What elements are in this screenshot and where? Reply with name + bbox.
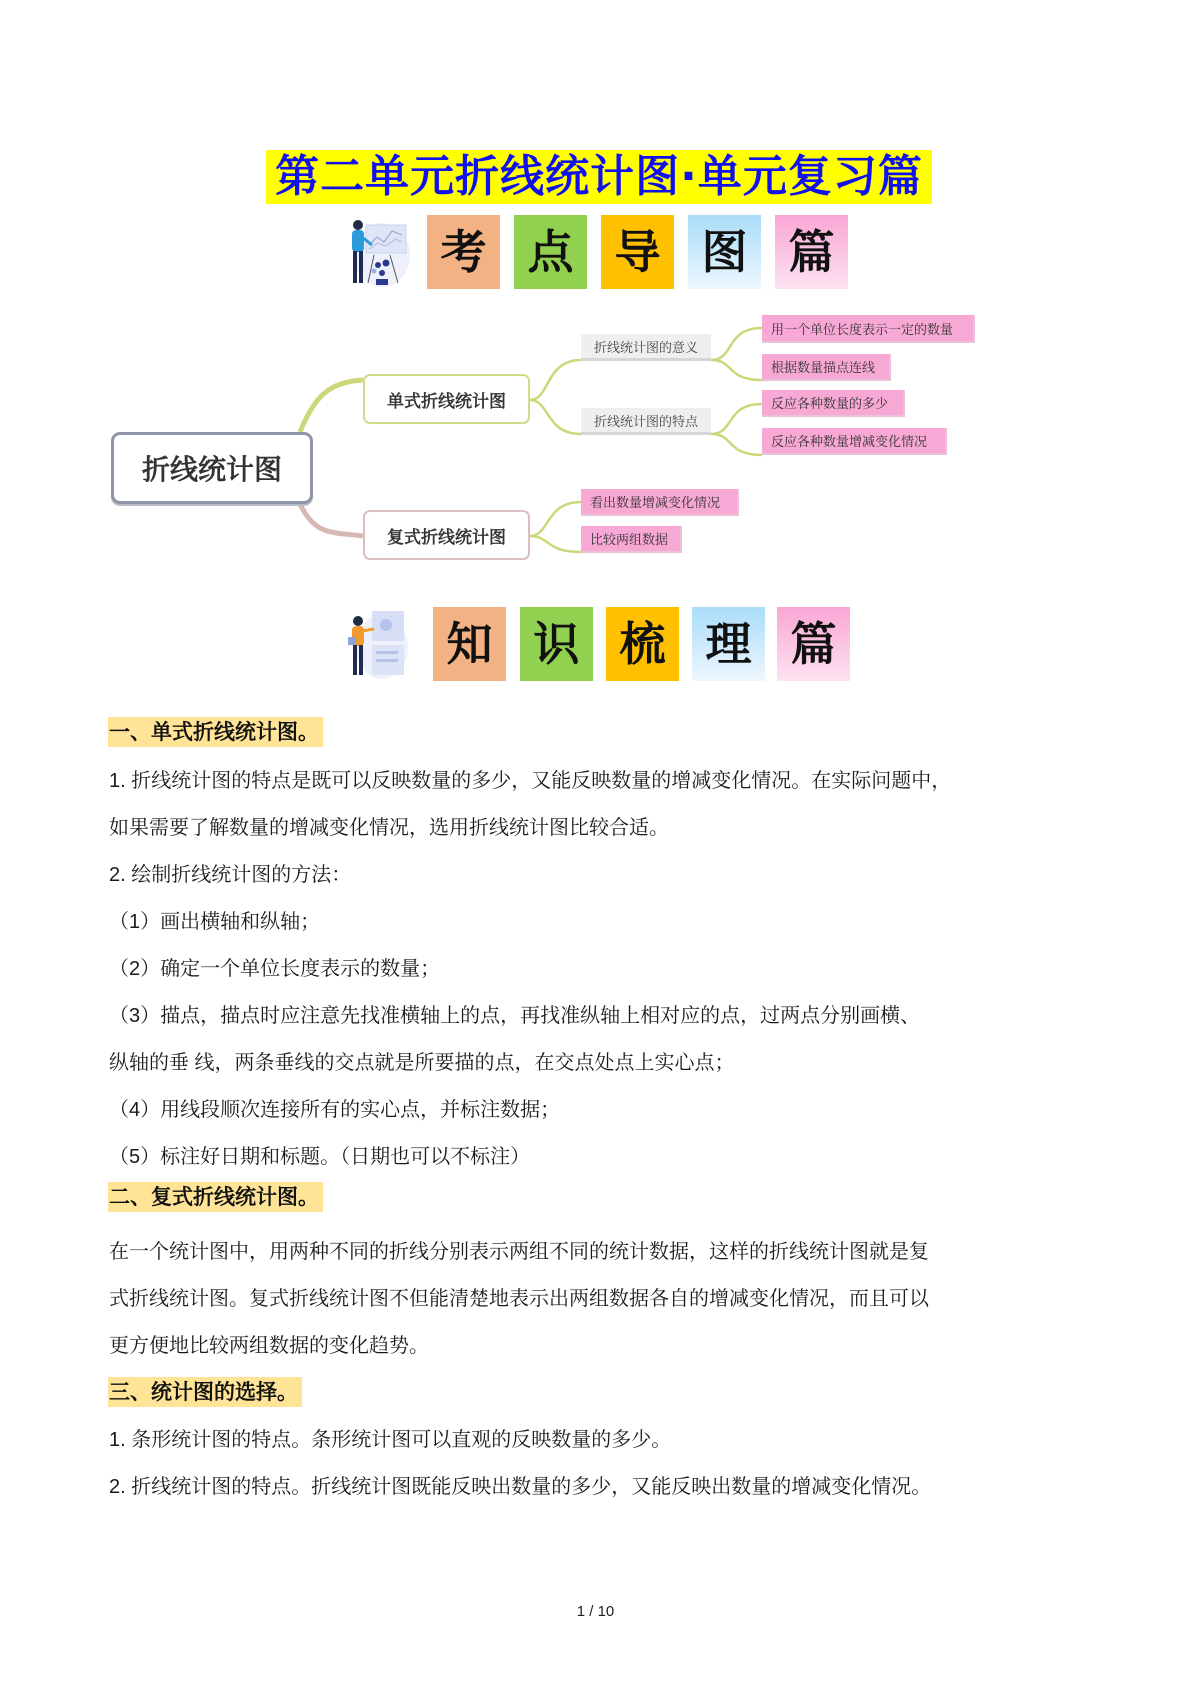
- banner-tile: 梳: [606, 607, 679, 681]
- body-line: 1. 条形统计图的特点。条形统计图可以直观的反映数量的多少。: [109, 1429, 672, 1451]
- page-title: 第二单元折线统计图·单元复习篇: [266, 150, 932, 204]
- mindmap-leaf: 反应各种数量的多少: [762, 390, 905, 417]
- mindmap-node-meaning: 折线统计图的意义: [581, 334, 711, 361]
- mindmap-root: 折线统计图: [111, 432, 313, 504]
- banner-tile: 篇: [777, 607, 850, 681]
- section-heading-chart-selection: 三、统计图的选择。: [108, 1377, 302, 1407]
- mindmap-branch-single-line: 单式折线统计图: [363, 374, 530, 424]
- mindmap-node-features: 折线统计图的特点: [581, 408, 711, 435]
- page-number: 1 / 10: [576, 1603, 615, 1620]
- banner-tile: 点: [514, 215, 587, 289]
- body-line: 2. 折线统计图的特点。折线统计图既能反映出数量的多少，又能反映出数量的增减变化情况。: [109, 1476, 932, 1498]
- body-line: 2. 绘制折线统计图的方法：: [109, 864, 352, 886]
- presenter-dashboard-illustration-icon: [344, 607, 410, 681]
- body-line: 1. 折线统计图的特点是既可以反映数量的多少，又能反映数量的增减变化情况。在实际问题中，: [109, 770, 952, 792]
- section-heading-single-line-chart: 一、单式折线统计图。: [108, 717, 323, 747]
- body-line: （5）标注好日期和标题。（日期也可以不标注）: [109, 1146, 531, 1168]
- body-line: 在一个统计图中，用两种不同的折线分别表示两组不同的统计数据，这样的折线统计图就是复: [109, 1241, 929, 1263]
- banner-tile: 考: [427, 215, 500, 289]
- mindmap-leaf: 反应各种数量增减变化情况: [762, 428, 947, 455]
- banner-tile: 识: [520, 607, 593, 681]
- mindmap-leaf: 根据数量描点连线: [762, 354, 891, 381]
- banner-tile: 知: [433, 607, 506, 681]
- body-line: （3）描点，描点时应注意先找准横轴上的点，再找准纵轴上相对应的点，过两点分别画横、: [109, 1005, 921, 1027]
- body-line: （2）确定一个单位长度表示的数量；: [109, 958, 441, 980]
- mindmap-leaf: 用一个单位长度表示一定的数量: [762, 315, 975, 343]
- section-heading-compound-line-chart: 二、复式折线统计图。: [108, 1182, 323, 1212]
- body-line: （1）画出横轴和纵轴；: [109, 911, 321, 933]
- banner-tile: 理: [692, 607, 765, 681]
- banner-tile: 篇: [775, 215, 848, 289]
- mindmap-leaf: 比较两组数据: [581, 526, 682, 553]
- body-line: 式折线统计图。复式折线统计图不但能清楚地表示出两组数据各自的增减变化情况，而且可以: [109, 1288, 929, 1310]
- body-line: （4）用线段顺次连接所有的实心点，并标注数据；: [109, 1099, 561, 1121]
- mindmap-branch-compound-line: 复式折线统计图: [363, 510, 530, 560]
- banner-tile: 图: [688, 215, 761, 289]
- banner-tile: 导: [601, 215, 674, 289]
- body-line: 如果需要了解数量的增减变化情况，选用折线统计图比较合适。: [109, 817, 669, 839]
- presenter-chart-illustration-icon: [344, 215, 410, 289]
- body-line: 更方便地比较两组数据的变化趋势。: [109, 1335, 429, 1357]
- mindmap-leaf: 看出数量增减变化情况: [581, 489, 739, 516]
- body-line: 纵轴的垂 线，两条垂线的交点就是所要描的点，在交点处点上实心点；: [109, 1052, 735, 1074]
